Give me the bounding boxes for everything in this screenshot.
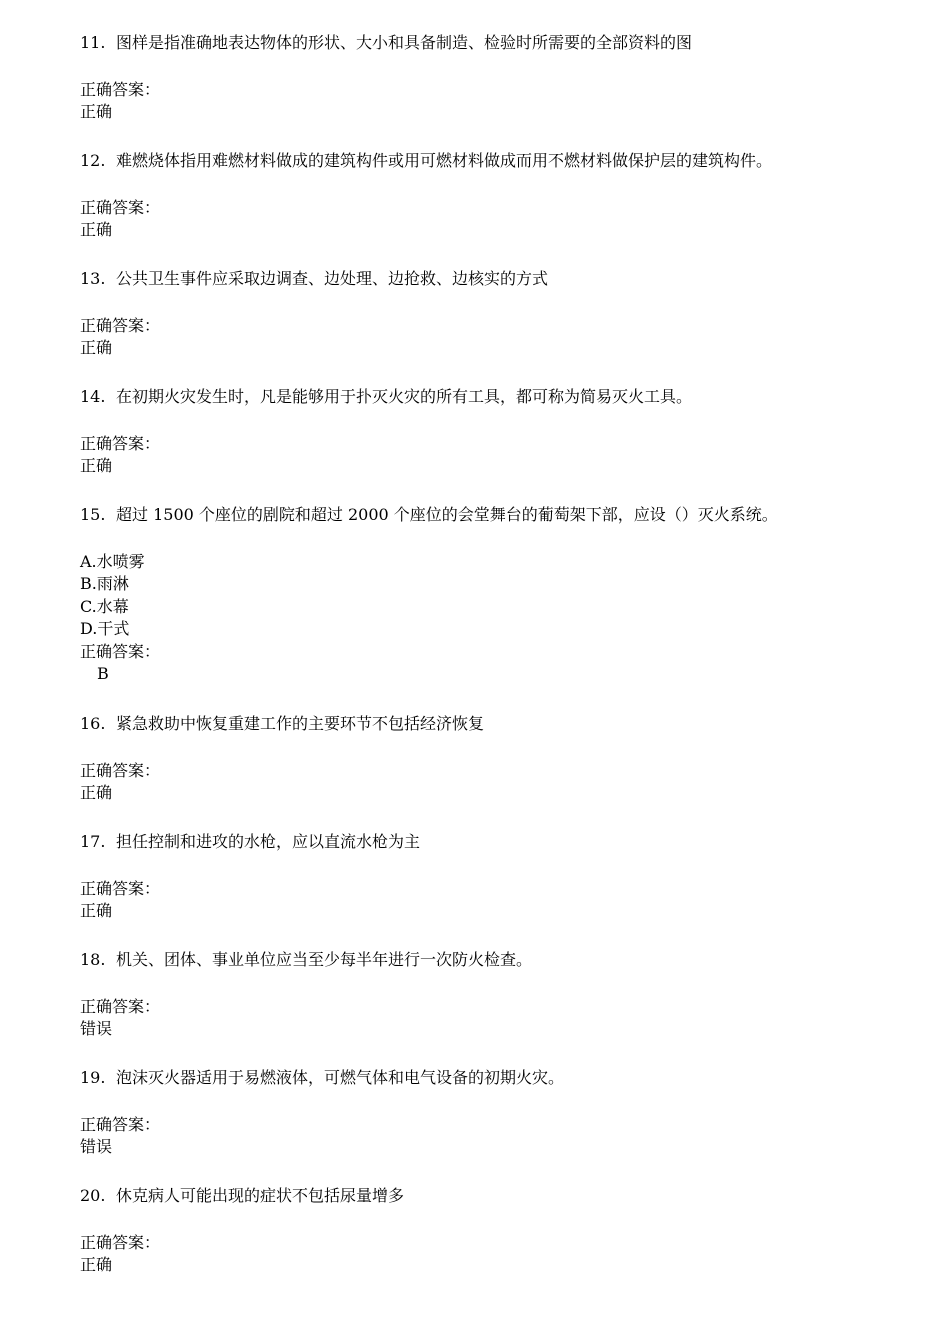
answer-value: 正确 bbox=[80, 783, 113, 802]
question-16 bbox=[80, 713, 920, 805]
question-20 bbox=[80, 1185, 920, 1277]
question-number: 12. bbox=[80, 151, 106, 170]
question-number: 19. bbox=[80, 1068, 106, 1087]
answer-label: 正确答案： bbox=[80, 641, 161, 661]
question-12 bbox=[80, 150, 920, 242]
question-number: 20. bbox=[80, 1186, 106, 1205]
option-b: B.雨淋 bbox=[80, 574, 129, 593]
answer-label: 正确答案： bbox=[80, 315, 161, 335]
question-stem bbox=[80, 32, 920, 55]
answer-value: 错误 bbox=[80, 1137, 113, 1156]
option-c: C.水幕 bbox=[80, 596, 129, 616]
answer-value: 正确 bbox=[80, 456, 113, 475]
question-number: 18. bbox=[80, 950, 106, 969]
question-text: 机关、团体、事业单位应当至少每半年进行一次防火检查。 bbox=[116, 950, 533, 969]
question-14 bbox=[80, 386, 920, 478]
question-text: 图样是指准确地表达物体的形状、大小和具备制造、检验时所需要的全部资料的图 bbox=[116, 33, 693, 52]
question-15 bbox=[80, 504, 920, 686]
question-19 bbox=[80, 1067, 920, 1159]
question-number: 13. bbox=[80, 269, 106, 288]
question-text: 超过 1500 个座位的剧院和超过 2000 个座位的会堂舞台的葡萄架下部，应设（）灭火系统。 bbox=[116, 505, 778, 524]
answer-value: 正确 bbox=[80, 1255, 113, 1274]
question-number: 16. bbox=[80, 714, 106, 733]
answer-label: 正确答案： bbox=[80, 79, 161, 99]
answer-label: 正确答案： bbox=[80, 996, 161, 1016]
question-11 bbox=[80, 32, 920, 124]
option-a: A.水喷雾 bbox=[80, 551, 145, 571]
question-stem bbox=[80, 831, 920, 854]
question-stem bbox=[80, 1185, 920, 1208]
answer-label: 正确答案： bbox=[80, 878, 161, 898]
answer-label: 正确答案： bbox=[80, 433, 161, 453]
question-stem bbox=[80, 386, 920, 409]
question-18 bbox=[80, 949, 920, 1041]
question-13 bbox=[80, 268, 920, 360]
answer-label: 正确答案： bbox=[80, 760, 161, 780]
question-17 bbox=[80, 831, 920, 923]
question-text: 在初期火灾发生时，凡是能够用于扑灭火灾的所有工具，都可称为简易灭火工具。 bbox=[116, 387, 693, 406]
answer-label: 正确答案： bbox=[80, 197, 161, 217]
option-d: D.干式 bbox=[80, 619, 130, 638]
answer-label: 正确答案： bbox=[80, 1114, 161, 1134]
question-stem bbox=[80, 713, 920, 736]
answer-value: 正确 bbox=[80, 901, 113, 920]
answer-value: 错误 bbox=[80, 1019, 113, 1038]
answer-value: 正确 bbox=[80, 338, 113, 357]
question-stem bbox=[80, 504, 920, 527]
question-stem bbox=[80, 949, 920, 972]
question-stem bbox=[80, 150, 920, 173]
question-text: 休克病人可能出现的症状不包括尿量增多 bbox=[116, 1186, 405, 1205]
question-number: 15. bbox=[80, 505, 106, 524]
question-text: 紧急救助中恢复重建工作的主要环节不包括经济恢复 bbox=[116, 714, 485, 733]
question-number: 11. bbox=[80, 33, 106, 52]
answer-value: 正确 bbox=[80, 102, 113, 121]
answer-value: 正确 bbox=[80, 220, 113, 239]
answer-value: B bbox=[97, 664, 109, 683]
question-text: 担任控制和进攻的水枪，应以直流水枪为主 bbox=[116, 832, 421, 851]
question-stem bbox=[80, 268, 920, 291]
question-text: 公共卫生事件应采取边调查、边处理、边抢救、边核实的方式 bbox=[116, 269, 549, 288]
question-stem bbox=[80, 1067, 920, 1090]
question-text: 难燃烧体指用难燃材料做成的建筑构件或用可燃材料做成而用不燃材料做保护层的建筑构件。 bbox=[116, 151, 773, 170]
question-text: 泡沫灭火器适用于易燃液体，可燃气体和电气设备的初期火灾。 bbox=[116, 1068, 565, 1087]
question-number: 14. bbox=[80, 387, 106, 406]
answer-label: 正确答案： bbox=[80, 1232, 161, 1252]
question-number: 17. bbox=[80, 832, 106, 851]
